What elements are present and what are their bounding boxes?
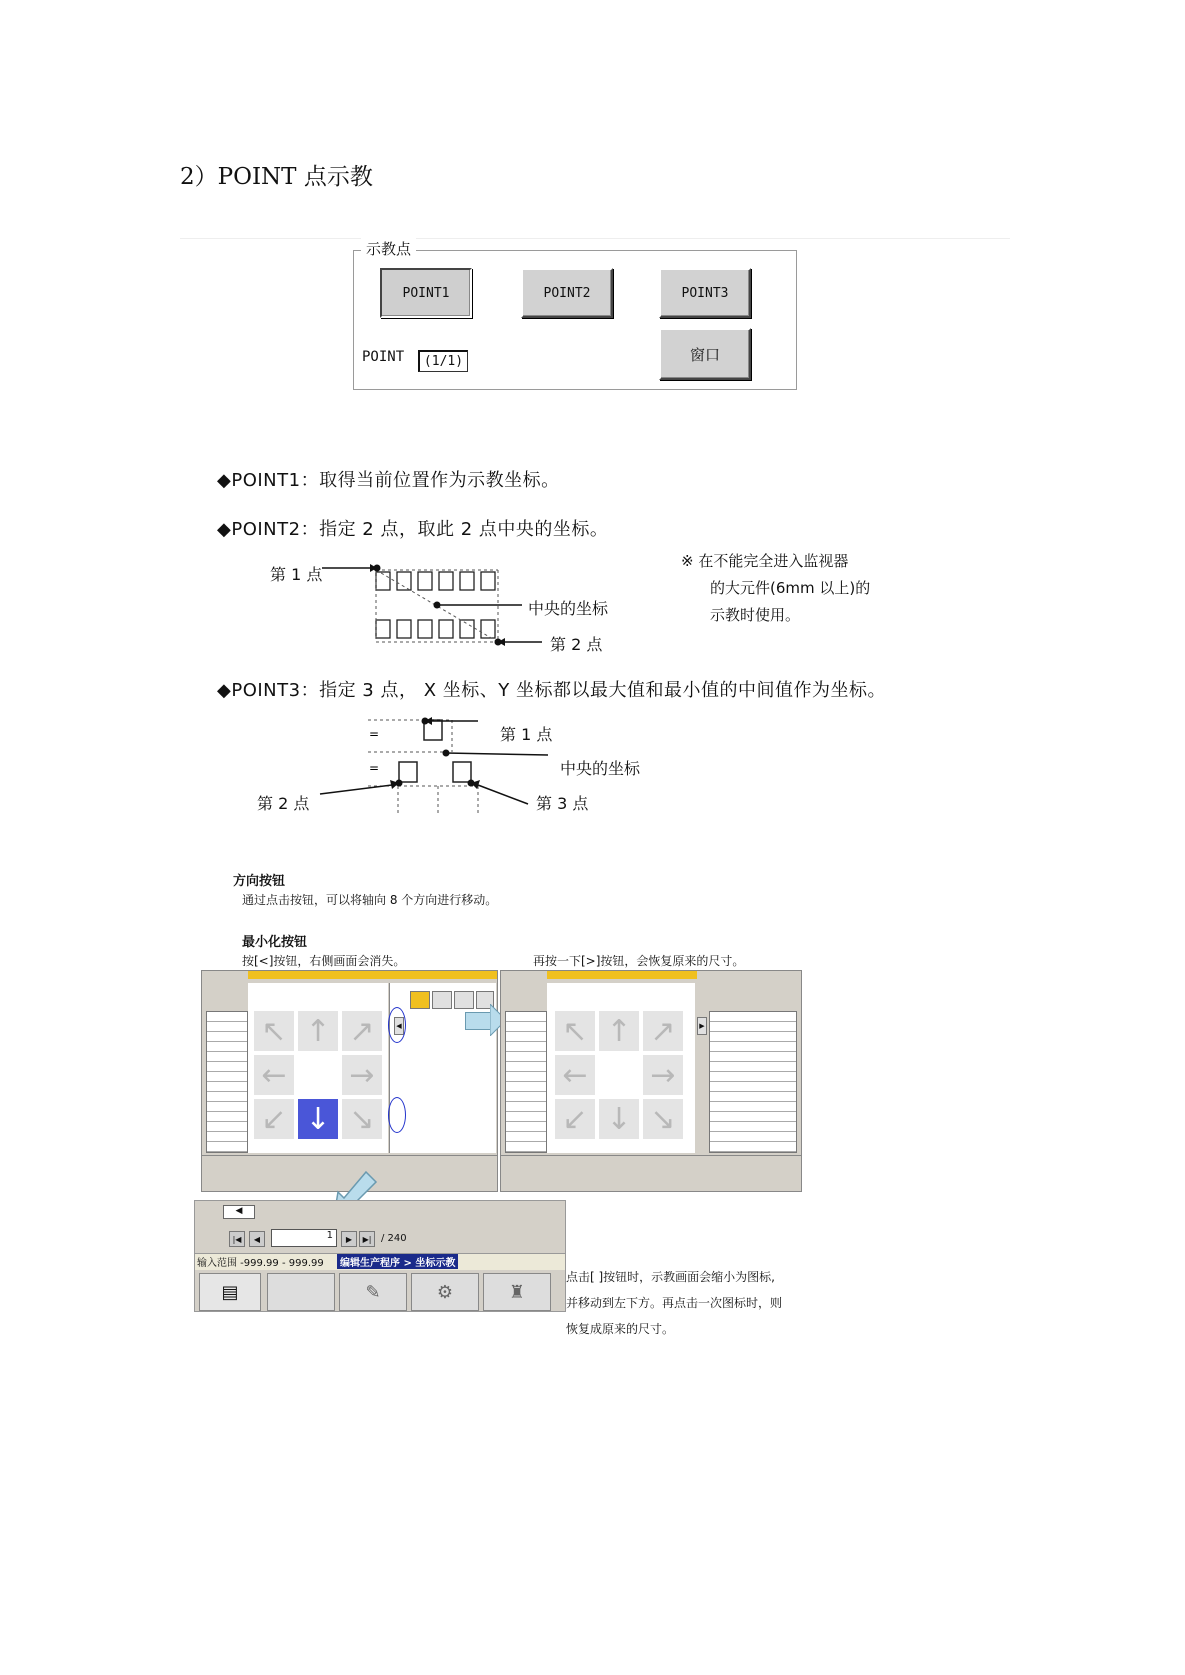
d2-note-3: 示教时使用。 bbox=[710, 606, 801, 624]
point1-desc: ◆POINT1：取得当前位置作为示教坐标。 bbox=[217, 470, 560, 491]
screenshot-full bbox=[201, 970, 498, 1192]
arrow-down-right-icon[interactable]: ↘ bbox=[643, 1099, 683, 1139]
next-page-icon[interactable]: ▶ bbox=[341, 1231, 357, 1247]
d3-third-label: 第 3 点 bbox=[536, 794, 589, 813]
point3-button[interactable]: POINT3 bbox=[659, 268, 751, 318]
minimized-window-icon[interactable]: ▤ bbox=[199, 1273, 261, 1311]
d2-center-label: 中央的坐标 bbox=[528, 599, 609, 618]
arrow-down-right-icon[interactable]: ↘ bbox=[342, 1099, 382, 1139]
point-value: (1/1) bbox=[418, 350, 468, 372]
point1-button[interactable]: POINT1 bbox=[380, 268, 472, 318]
arrow-up-icon[interactable]: ↑ bbox=[298, 1011, 338, 1051]
bottom-note-3: 恢复成原来的尺寸。 bbox=[566, 1322, 675, 1336]
point2-desc: ◆POINT2：指定 2 点，取此 2 点中央的坐标。 bbox=[217, 519, 609, 540]
arrow-left-icon[interactable]: ← bbox=[555, 1055, 595, 1095]
d2-note-2: 的大元件(6mm 以上)的 bbox=[710, 579, 871, 597]
arrow-down-left-icon[interactable]: ↙ bbox=[555, 1099, 595, 1139]
window-button[interactable]: 窗口 bbox=[659, 328, 751, 380]
center-blank bbox=[298, 1055, 338, 1095]
minimize-left-button[interactable]: ◀ bbox=[394, 1017, 404, 1035]
arrow-down-icon[interactable]: ↓ bbox=[298, 1099, 338, 1139]
d2-note-1: ※ 在不能完全进入监视器 bbox=[681, 552, 849, 570]
restore-right-button[interactable]: ▶ bbox=[697, 1017, 707, 1035]
d3-first-label: 第 1 点 bbox=[500, 725, 553, 744]
last-page-icon[interactable]: ▶| bbox=[359, 1231, 375, 1247]
svg-text:=: = bbox=[369, 727, 380, 741]
arrow-down-left-icon[interactable]: ↙ bbox=[254, 1099, 294, 1139]
arrow-right-icon[interactable]: → bbox=[342, 1055, 382, 1095]
machine-icon[interactable]: ⚙ bbox=[411, 1273, 479, 1311]
arrow-up-right-icon[interactable]: ↗ bbox=[643, 1011, 683, 1051]
bottom-note-2: 并移动到左下方。再点击一次图标时，则 bbox=[566, 1296, 783, 1310]
section-heading: 2）POINT 点示教 bbox=[180, 164, 373, 190]
arrow-up-left-icon[interactable]: ↖ bbox=[254, 1011, 294, 1051]
d3-center-label: 中央的坐标 bbox=[560, 759, 641, 778]
point-label: POINT bbox=[362, 349, 405, 365]
direction-pad bbox=[254, 1011, 382, 1139]
arrow-up-icon[interactable]: ↑ bbox=[599, 1011, 639, 1051]
direction-pad-2 bbox=[555, 1011, 683, 1139]
min-left-caption: 按[<]按钮，右侧画面会消失。 bbox=[242, 954, 406, 968]
first-page-icon[interactable]: |◀ bbox=[229, 1231, 245, 1247]
d3-second-label: 第 2 点 bbox=[257, 794, 310, 813]
arrow-down-icon[interactable]: ↓ bbox=[599, 1099, 639, 1139]
d2-second-label: 第 2 点 bbox=[550, 635, 603, 654]
divider bbox=[180, 238, 1010, 239]
bottom-note-1: 点击[ ]按钮时，示教画面会缩小为图标, bbox=[566, 1270, 775, 1284]
two-point-diagram bbox=[260, 550, 680, 660]
dir-section-title: 方向按钮 bbox=[233, 874, 286, 889]
group-title: 示教点 bbox=[361, 238, 416, 259]
point2-button[interactable]: POINT2 bbox=[521, 268, 613, 318]
d2-first-label: 第 1 点 bbox=[270, 565, 323, 584]
prev-page-icon[interactable]: ◀ bbox=[249, 1231, 265, 1247]
breadcrumb: 编辑生产程序 > 坐标示教 bbox=[337, 1254, 458, 1269]
center-blank bbox=[599, 1055, 639, 1095]
dir-section-text: 通过点击按钮，可以将轴向 8 个方向进行移动。 bbox=[242, 893, 498, 907]
svg-text:=: = bbox=[369, 761, 380, 775]
page-input[interactable]: 1 bbox=[271, 1229, 337, 1247]
edit-icon[interactable]: ✎ bbox=[339, 1273, 407, 1311]
arrow-left-icon[interactable]: ← bbox=[254, 1055, 294, 1095]
min-right-caption: 再按一下[>]按钮，会恢复原来的尺寸。 bbox=[533, 954, 745, 968]
tool-icon[interactable]: ♜ bbox=[483, 1273, 551, 1311]
arrow-up-right-icon[interactable]: ↗ bbox=[342, 1011, 382, 1051]
min-section-title: 最小化按钮 bbox=[242, 935, 308, 950]
arrow-right-icon[interactable]: → bbox=[643, 1055, 683, 1095]
page-total: / 240 bbox=[381, 1233, 407, 1244]
arrow-up-left-icon[interactable]: ↖ bbox=[555, 1011, 595, 1051]
range-text: 输入范围 -999.99 - 999.99 bbox=[197, 1258, 324, 1269]
point3-desc: ◆POINT3：指定 3 点， X 坐标、Y 坐标都以最大值和最小值的中间值作为坐标。 bbox=[217, 680, 886, 701]
bottom-screenshot bbox=[194, 1200, 566, 1312]
scroll-left-icon[interactable]: ◀ bbox=[223, 1205, 255, 1219]
screenshot-minimized bbox=[500, 970, 802, 1192]
